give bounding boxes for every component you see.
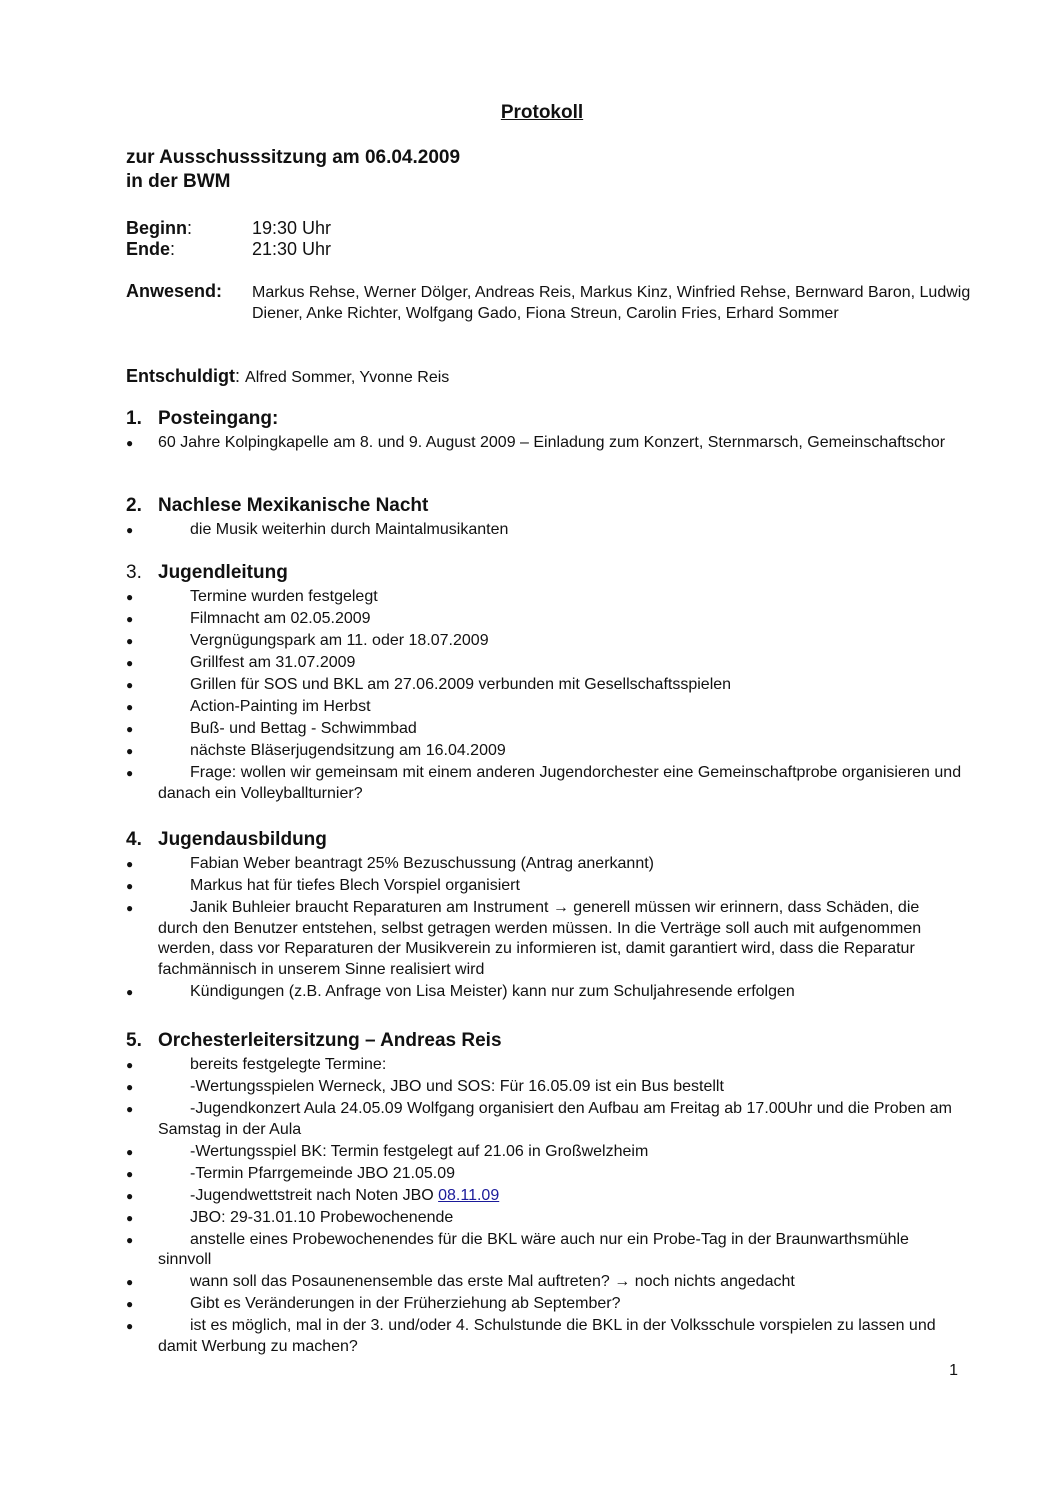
bullet-icon: ● [126, 1297, 134, 1311]
section-5-list [126, 1055, 962, 1359]
end-row: Ende: 21:30 Uhr [126, 239, 332, 259]
list-item [126, 587, 962, 608]
bullet-icon: ● [126, 1166, 134, 1181]
list-item [126, 854, 962, 875]
section-2-heading [126, 495, 428, 517]
list-item-text: Filmnacht am 02.05.2009 [190, 610, 371, 627]
list-item-text: wann soll das Posaunenensemble das erste Mal auftreten? → noch nichts angedacht [190, 1273, 795, 1290]
section-title: Posteingang: [158, 408, 279, 429]
list-item [126, 719, 962, 740]
list-item-text: Frage: wollen wir gemeinsam mit einem anderen Jugendorchester eine Gemeinschaftprobe organisieren und danach ein Volleyballturnier? [158, 764, 962, 802]
list-item-text: Janik Buhleier braucht Reparaturen am Instrument → generell müssen wir erinnern, dass Schäden, die durch den Benutzer entstehen, selbst getragen werden müssen. In die Verträge soll auch mit aufgenommen werden, dass vor Reparaturen der Musikverein zu informieren ist, damit garantiert wird, dass die Reparatur fachmännisch in unserem Sinne realisiert wird [158, 899, 922, 978]
excused-row: Entschuldigt: Alfred Sommer, Yvonne Reis [126, 366, 450, 386]
bullet-icon: ● [126, 1210, 134, 1225]
present-value: Markus Rehse, Werner Dölger, Andreas Reis, Markus Kinz, Winfried Rehse, Bernward Baron, Ludwig Diener, Anke Richter, Wolfgang Gado, Fiona Streun, Carolin Fries, Erhard Sommer [252, 284, 971, 322]
section-title: Jugendausbildung [158, 829, 327, 850]
excused-value: Alfred Sommer, Yvonne Reis [245, 369, 450, 386]
section-2-list [126, 520, 962, 542]
section-5-heading [126, 1030, 502, 1052]
list-item-text: Fabian Weber beantragt 25% Bezuschussung (Antrag anerkannt) [190, 855, 654, 872]
list-item [126, 1272, 962, 1293]
end-value: 21:30 Uhr [252, 239, 332, 259]
list-item-text: Markus hat für tiefes Blech Vorspiel organisiert [190, 877, 520, 894]
document-page: Protokoll zur Ausschusssitzung am 06.04.2009 in der BWM Beginn: 19:30 Uhr Ende: 21:30 Uhr Anwesend: Markus Rehse, Werner Dölger, Andreas Reis, Markus Kinz, Winfried Rehse, Bernward Baron, Ludwig Diener, Anke Richter, Wolfgang Gado, Fiona Streun, Carolin Fries, Erhard Sommer Entschuldigt: Alfred Sommer, Yvonne Reis 1. Posteingang: ● 60 Jahre Kolpingkapelle am 8. und 9. August 2009 – Einladung zum Konzert, Sternmarsch, Gemeinschaftschor 2. Nachlese Mexikanische Nacht ● die Musik weiterhin durch Maintalmusikanten 3. Jugendleitung ● Termine wurden festgelegt ● Filmnacht am 02.05.2009 ● Vergnügungspark am 11. oder 18.07.2009 ● Grillfest am 31.07.2009 ● Grillen für SOS und BKL am 27.06.2009 verbunden mit Gesellschaftsspielen ● Action-Painting im Herbst ● Buß- und Bettag - Schwimmbad ● nächste Bläserjugendsitzung am 16.04.2009 ● Frage: wollen wir gemeinsam mit einem anderen Jugendorchester eine Gemeinschaftprobe organisieren und danach ein Volleyballturnier? 4. Jugendausbildung ● Fabian Weber beantragt 25% Bezuschussung (Antrag anerkannt) ● Markus hat für tiefes Blech Vorspiel organisiert ● Janik Buhleier braucht Reparaturen am Instrument → generell müssen wir erinnern, dass Schäden, die durch den Benutzer entstehen, selbst getragen werden müssen. In die Verträge soll auch mit aufgenommen werden, dass vor Reparaturen der Musikverein zu informieren ist, damit garantiert wird, dass die Reparatur fachmännisch in unserem Sinne realisiert wird ● Kündigungen (z.B. Anfrage von Lisa Meister) kann nur zum Schuljahresende erfolgen 5. Orchesterleitersitzung – Andreas Reis ● bereits festgelegte Termine: ● -Wertungsspielen Werneck, JBO und SOS: Für 16.05.09 ist ein Bus bestellt ● -Jugendkonzert Aula 24.05.09 Wolfgang organisiert den Aufbau am Freitag ab 17.00Uhr und die Proben am Samstag in der Aula ● -Wertungsspiel BK: Termin festgelegt auf 21.06 in Großwelzheim ● -Termin Pfarrgemeinde JBO 21.05.09 ● -Jugendwettstreit nach Noten JBO 08.11.09 ● JBO: 29-31.01.10 Probewochenende ● anstelle eines Probewochenendes für die BKL wäre auch nur ein Probe-Tag in der Braunwarthsmühle sinnvoll ● wann soll das Posaunenensemble das erste Mal auftreten? → noch nichts angedacht ● Gibt es Veränderungen in der Früherziehung ab September? ● ist es möglich, mal in der 3. und/oder 4. Schulstunde die BKL in der Volksschule vorspielen zu lassen und damit Werbung zu machen? 1 [0, 0, 1058, 1497]
bullet-icon: ● [126, 634, 134, 648]
begin-value: 19:30 Uhr [252, 218, 332, 238]
end-label: Ende [126, 239, 171, 259]
section-number: 3. [126, 562, 142, 583]
bullet-icon: ● [126, 612, 134, 626]
list-item [126, 697, 962, 718]
list-item-text: -Termin Pfarrgemeinde JBO 21.05.09 [190, 1164, 456, 1182]
section-number: 1. [126, 408, 142, 429]
bullet-icon: ● [126, 744, 134, 758]
list-item [126, 982, 962, 1003]
list-item [126, 433, 962, 454]
list-item [126, 876, 962, 897]
present-label: Anwesend [126, 281, 217, 301]
bullet-icon: ● [126, 700, 134, 714]
section-number: 2. [126, 495, 142, 516]
bullet-icon: ● [126, 1188, 134, 1203]
bullet-icon: ● [126, 523, 134, 537]
bullet-icon: ● [126, 436, 134, 450]
document-title: Protokoll [500, 102, 584, 123]
list-item-text: -Jugendkonzert Aula 24.05.09 Wolfgang organisiert den Aufbau am Freitag ab 17.00Uhr und die Proben am Samstag in der Aula [158, 1100, 952, 1138]
list-item-text: Vergnügungspark am 11. oder 18.07.2009 [190, 632, 489, 649]
list-item [126, 898, 962, 980]
meeting-subheading: zur Ausschusssitzung am 06.04.2009 [126, 147, 461, 168]
section-1-heading [126, 408, 278, 430]
bullet-icon: ● [126, 656, 134, 670]
list-item [126, 1164, 962, 1185]
list-item [126, 1142, 962, 1163]
list-item-text: ist es möglich, mal in der 3. und/oder 4. Schulstunde die BKL in der Volksschule vorspielen zu lassen und damit Werbung zu machen? [158, 1317, 936, 1355]
bullet-icon: ● [126, 857, 134, 871]
section-4-heading [126, 829, 327, 851]
bullet-icon: ● [126, 1232, 134, 1247]
list-item [126, 1055, 962, 1076]
begin-label: Beginn [126, 218, 187, 238]
list-item-text: -Wertungsspiel BK: Termin festgelegt auf 21.06 in Großwelzheim [190, 1142, 649, 1160]
bullet-icon: ● [126, 984, 134, 999]
list-item [126, 653, 962, 674]
list-item-text: -Jugendwettstreit nach Noten JBO [190, 1186, 439, 1204]
date-link[interactable]: 08.11.09 [438, 1186, 500, 1204]
bullet-icon: ● [126, 590, 134, 604]
list-item [126, 1077, 962, 1098]
list-item [126, 1099, 962, 1140]
bullet-icon: ● [126, 1102, 134, 1116]
bullet-icon: ● [126, 722, 134, 736]
list-item-text: 60 Jahre Kolpingkapelle am 8. und 9. August 2009 – Einladung zum Konzert, Sternmarsch, Gemeinschaftschor [158, 434, 946, 451]
section-3-heading [126, 562, 288, 584]
section-title: Nachlese Mexikanische Nacht [158, 495, 429, 516]
excused-label: Entschuldigt [126, 366, 235, 386]
bullet-icon: ● [126, 901, 134, 915]
bullet-icon: ● [126, 678, 134, 692]
list-item-text: Grillfest am 31.07.2009 [190, 654, 356, 671]
bullet-icon: ● [126, 766, 134, 780]
meeting-location: in der BWM [126, 171, 231, 192]
list-item-text: Action-Painting im Herbst [190, 698, 371, 715]
list-item [126, 675, 962, 696]
bullet-icon: ● [126, 1080, 134, 1094]
list-item [126, 1294, 962, 1315]
list-item-text: die Musik weiterhin durch Maintalmusikanten [190, 521, 509, 538]
list-item-text: Buß- und Bettag - Schwimmbad [190, 720, 417, 737]
section-title: Orchesterleitersitzung – Andreas Reis [158, 1030, 502, 1051]
section-1-list [126, 433, 962, 455]
list-item-text: anstelle eines Probewochenendes für die BKL wäre auch nur ein Probe-Tag in der Braunwarthsmühle sinnvoll [158, 1230, 909, 1268]
bullet-icon: ● [126, 1319, 134, 1333]
list-item [126, 609, 962, 630]
list-item [126, 763, 962, 804]
section-number: 5. [126, 1030, 142, 1051]
list-item [126, 1316, 962, 1357]
section-3-list [126, 587, 962, 806]
list-item [126, 741, 962, 762]
list-item-text: bereits festgelegte Termine: [190, 1056, 387, 1073]
page-number: 1 [949, 1362, 958, 1379]
section-4-list [126, 854, 962, 1004]
list-item-text: nächste Bläserjugendsitzung am 16.04.2009 [190, 742, 506, 759]
bullet-icon: ● [126, 1144, 134, 1159]
list-item [126, 1208, 962, 1229]
section-number: 4. [126, 829, 142, 850]
list-item [126, 1230, 962, 1271]
bullet-icon: ● [126, 879, 134, 893]
list-item-text: JBO: 29-31.01.10 Probewochenende [190, 1208, 454, 1226]
list-item-text: Gibt es Veränderungen in der Früherziehung ab September? [190, 1295, 621, 1312]
list-item [126, 1186, 962, 1207]
section-title: Jugendleitung [158, 562, 288, 583]
list-item-text: Kündigungen (z.B. Anfrage von Lisa Meister) kann nur zum Schuljahresende erfolgen [190, 982, 795, 1000]
bullet-icon: ● [126, 1275, 134, 1289]
list-item [126, 631, 962, 652]
list-item [126, 520, 962, 541]
begin-row: Beginn: 19:30 Uhr [126, 218, 332, 238]
list-item-text: Termine wurden festgelegt [190, 588, 378, 605]
bullet-icon: ● [126, 1058, 134, 1072]
list-item-text: Grillen für SOS und BKL am 27.06.2009 verbunden mit Gesellschaftsspielen [190, 676, 732, 693]
list-item-text: -Wertungsspielen Werneck, JBO und SOS: Für 16.05.09 ist ein Bus bestellt [190, 1078, 724, 1095]
